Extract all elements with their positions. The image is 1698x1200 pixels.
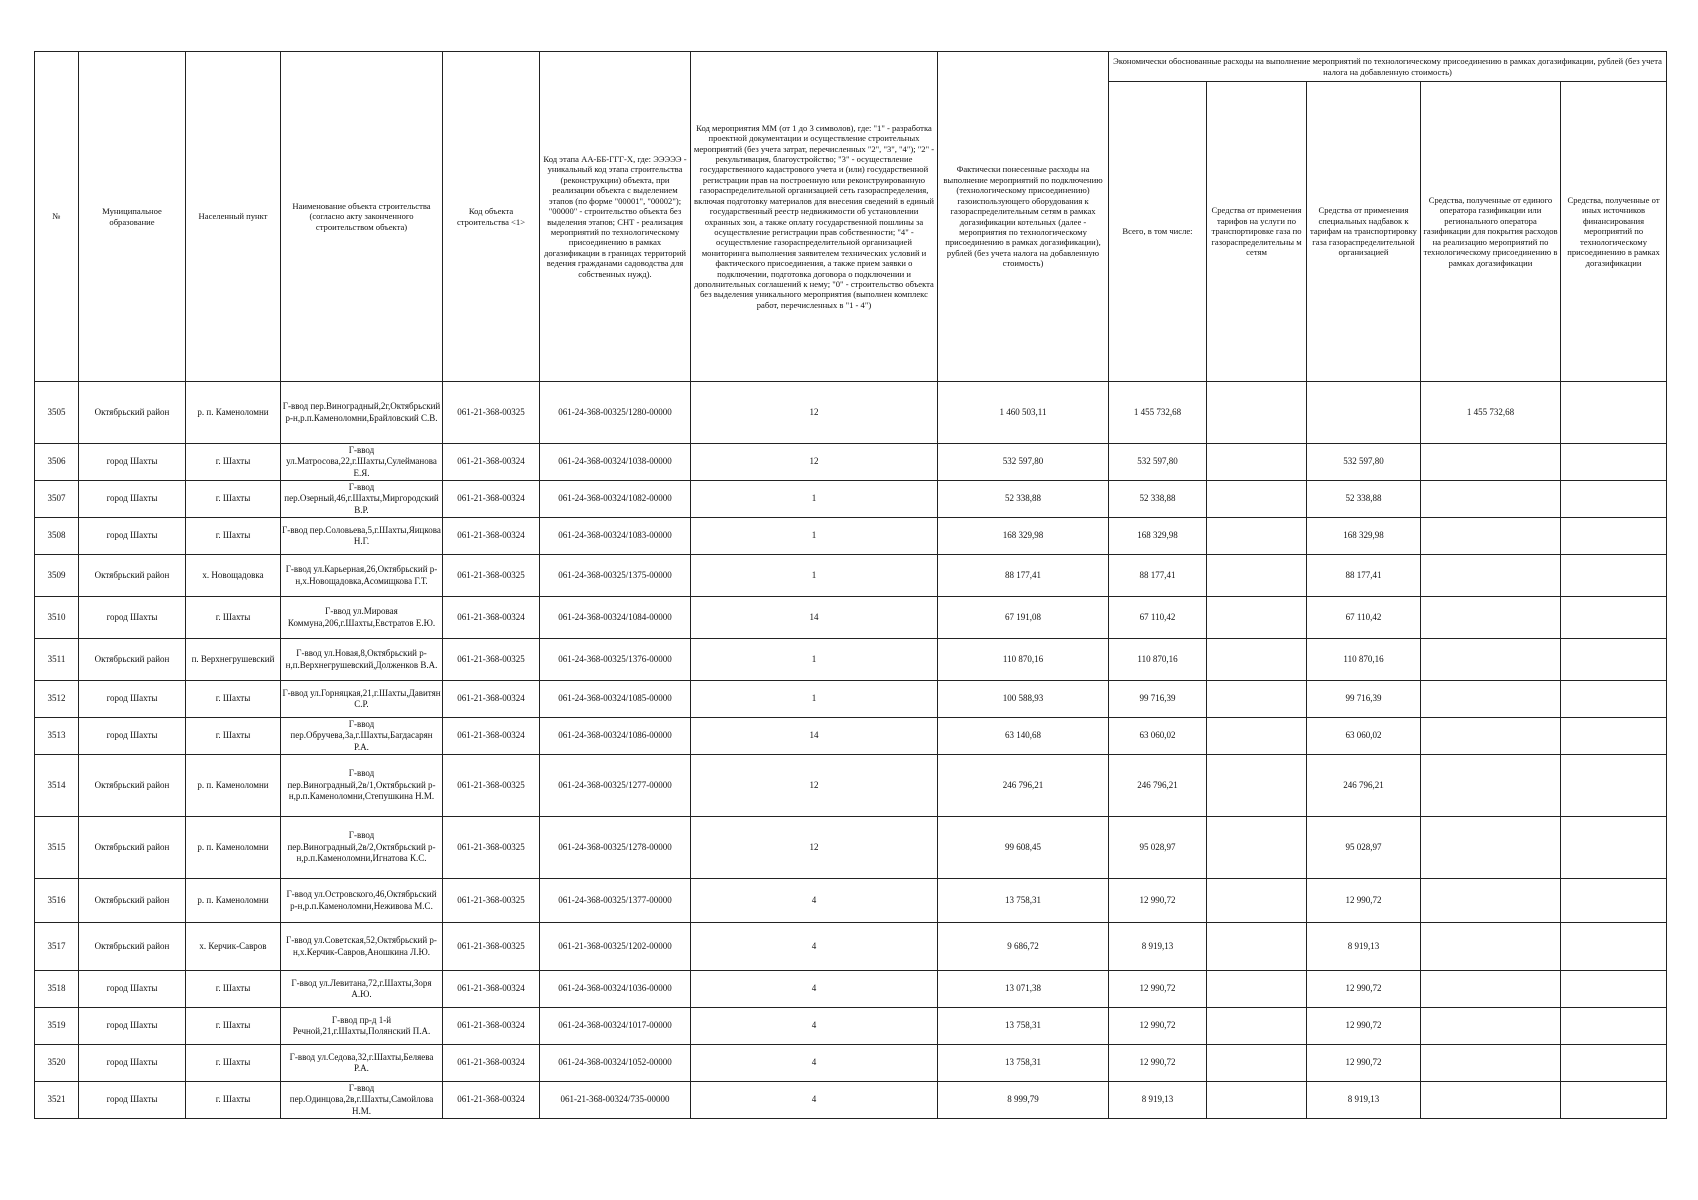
row-actual-costs: 63 140,68 [938, 718, 1109, 755]
row-number: 3513 [35, 718, 79, 755]
row-stage-code: 061-24-368-00324/1038-00000 [540, 444, 691, 481]
row-total: 95 028,97 [1109, 817, 1207, 879]
row-src-special: 532 597,80 [1307, 444, 1421, 481]
row-src-other [1561, 1045, 1667, 1082]
row-total: 8 919,13 [1109, 1082, 1207, 1119]
row-src-operator [1421, 1008, 1561, 1045]
row-actual-costs: 9 686,72 [938, 923, 1109, 971]
row-src-operator [1421, 555, 1561, 597]
row-municipality: город Шахты [79, 1008, 186, 1045]
row-src-special: 95 028,97 [1307, 817, 1421, 879]
row-actual-costs: 13 758,31 [938, 1045, 1109, 1082]
header-actual-costs: Фактически понесенные расходы на выполнение мероприятий по подключению (технологическому присоединению) газоиспользующего оборудования к газораспределительным сетям в рамках догазификации котельных (далее - мероприятия по технологическому присоединению в рамках догазификации), рублей (без учета налога на добавленную стоимость) [938, 52, 1109, 382]
row-object-name: Г-ввод ул.Горняцкая,21,г.Шахты,Давитян С.Р. [281, 681, 443, 718]
row-object-name: Г-ввод пр-д 1-й Речной,21,г.Шахты,Полянский П.А. [281, 1008, 443, 1045]
row-municipality: Октябрьский район [79, 817, 186, 879]
row-municipality: город Шахты [79, 718, 186, 755]
row-municipality: Октябрьский район [79, 555, 186, 597]
row-total: 88 177,41 [1109, 555, 1207, 597]
row-settlement: г. Шахты [186, 481, 281, 518]
row-src-special: 88 177,41 [1307, 555, 1421, 597]
table-row [35, 1045, 1667, 1082]
row-event-code: 4 [691, 971, 938, 1008]
row-object-code: 061-21-368-00325 [443, 382, 540, 444]
header-src-special: Средства от применения специальных надбавок к тарифам на транспортировку газа газораспределительной организацией [1307, 82, 1421, 382]
row-src-special [1307, 382, 1421, 444]
row-object-name: Г-ввод пер.Виноградный,2г,Октябрьский р-н,р.п.Каменоломни,Брайловский С.В. [281, 382, 443, 444]
row-src-operator [1421, 481, 1561, 518]
row-src-operator [1421, 755, 1561, 817]
header-municipality: Муниципальное образование [79, 52, 186, 382]
header-event-code: Код мероприятия ММ (от 1 до 3 символов), где: "1" - разработка проектной документации и осуществление строительных мероприятий (без учета затрат, перечисленных "2", "3", "4"); "2" - рекультивация, благоустройство; "3" - осуществление государственного кадастрового учета и (или) государственной регистрации прав на построенную или реконструированную газораспределительной организацией сеть газораспределения, включая подготовку материалов для внесения сведений в единый государственный реестр недвижимости об установлении охранных зон, а также оплату государственной пошлины за осуществление регистрации прав собственности; "4" - осуществление газораспределительной организацией мониторинга выполнения заявителем технических условий и фактического присоединения, а также прием заявки о подключении, подготовка договора о подключении и дополнительных соглашений к нему; "0" - строительство объекта без выделения уникального мероприятия (выполнен комплекс работ, перечисленных в "1 - 4") [691, 52, 938, 382]
row-src-operator [1421, 518, 1561, 555]
row-actual-costs: 88 177,41 [938, 555, 1109, 597]
row-settlement: г. Шахты [186, 1008, 281, 1045]
row-stage-code: 061-21-368-00325/1202-00000 [540, 923, 691, 971]
row-object-code: 061-21-368-00324 [443, 718, 540, 755]
row-object-name: Г-ввод ул.Левитана,72,г.Шахты,Зоря А.Ю. [281, 971, 443, 1008]
row-number: 3520 [35, 1045, 79, 1082]
row-object-code: 061-21-368-00325 [443, 817, 540, 879]
row-stage-code: 061-24-368-00324/1052-00000 [540, 1045, 691, 1082]
row-src-tariff [1207, 639, 1307, 681]
row-src-special: 246 796,21 [1307, 755, 1421, 817]
row-src-special: 12 990,72 [1307, 1008, 1421, 1045]
row-object-code: 061-21-368-00325 [443, 923, 540, 971]
row-object-name: Г-ввод ул.Советская,52,Октябрьский р-н,х.Керчик-Савров,Аношкина Л.Ю. [281, 923, 443, 971]
row-src-operator [1421, 718, 1561, 755]
row-municipality: город Шахты [79, 481, 186, 518]
row-object-code: 061-21-368-00324 [443, 481, 540, 518]
row-stage-code: 061-24-368-00324/1036-00000 [540, 971, 691, 1008]
row-municipality: Октябрьский район [79, 382, 186, 444]
row-municipality: город Шахты [79, 971, 186, 1008]
row-src-tariff [1207, 971, 1307, 1008]
row-src-special: 8 919,13 [1307, 923, 1421, 971]
row-stage-code: 061-24-368-00324/1084-00000 [540, 597, 691, 639]
row-object-name: Г-ввод пер.Обручева,3а,г.Шахты,Багдасарян Р.А. [281, 718, 443, 755]
row-object-name: Г-ввод пер.Виноградный,2в/1,Октябрьский р-н,р.п.Каменоломни,Степушкина Н.М. [281, 755, 443, 817]
row-src-other [1561, 518, 1667, 555]
row-settlement: г. Шахты [186, 444, 281, 481]
row-src-operator [1421, 681, 1561, 718]
row-actual-costs: 1 460 503,11 [938, 382, 1109, 444]
table-row [35, 444, 1667, 481]
row-src-operator [1421, 971, 1561, 1008]
table-row [35, 817, 1667, 879]
table-body [35, 382, 1667, 1119]
row-actual-costs: 13 758,31 [938, 1008, 1109, 1045]
table-row [35, 555, 1667, 597]
header-stage-code: Код этапа АА-ББ-ГГГ-Х, где: ЭЭЭЭЭ - уникальный код этапа строительства (реконструкции) объекта, при реализации объекта с выделением этапов (по форме "00001", "00002"); "00000" - строительство объекта без выделения этапов; СНТ - реализация мероприятий по технологическому присоединению в рамках догазификации в границах территорий ведения гражданами садоводства для собственных нужд). [540, 52, 691, 382]
row-src-tariff [1207, 681, 1307, 718]
row-stage-code: 061-24-368-00324/1082-00000 [540, 481, 691, 518]
row-object-code: 061-21-368-00325 [443, 755, 540, 817]
row-src-other [1561, 755, 1667, 817]
row-event-code: 12 [691, 755, 938, 817]
row-src-other [1561, 555, 1667, 597]
table-row [35, 481, 1667, 518]
table-row [35, 718, 1667, 755]
row-number: 3517 [35, 923, 79, 971]
row-event-code: 12 [691, 444, 938, 481]
row-number: 3508 [35, 518, 79, 555]
row-actual-costs: 8 999,79 [938, 1082, 1109, 1119]
row-total: 8 919,13 [1109, 923, 1207, 971]
row-src-tariff [1207, 1045, 1307, 1082]
row-number: 3505 [35, 382, 79, 444]
row-event-code: 4 [691, 1008, 938, 1045]
row-stage-code: 061-24-368-00324/1017-00000 [540, 1008, 691, 1045]
row-settlement: г. Шахты [186, 971, 281, 1008]
row-number: 3506 [35, 444, 79, 481]
row-settlement: р. п. Каменоломни [186, 382, 281, 444]
row-object-name: Г-ввод ул.Карьерная,26,Октябрьский р-н,х.Новощадовка,Асомищкова Г.Т. [281, 555, 443, 597]
row-object-code: 061-21-368-00325 [443, 879, 540, 923]
row-src-tariff [1207, 1008, 1307, 1045]
table-row [35, 879, 1667, 923]
row-event-code: 1 [691, 639, 938, 681]
row-src-tariff [1207, 382, 1307, 444]
row-src-operator [1421, 639, 1561, 681]
row-actual-costs: 13 071,38 [938, 971, 1109, 1008]
row-src-other [1561, 597, 1667, 639]
header-settlement: Населенный пункт [186, 52, 281, 382]
row-settlement: г. Шахты [186, 681, 281, 718]
row-src-operator [1421, 817, 1561, 879]
row-number: 3509 [35, 555, 79, 597]
row-src-special: 99 716,39 [1307, 681, 1421, 718]
row-src-special: 12 990,72 [1307, 879, 1421, 923]
row-object-name: Г-ввод ул.Новая,8,Октябрьский р-н,п.Верхнегрушевский,Долженков В.А. [281, 639, 443, 681]
row-settlement: г. Шахты [186, 718, 281, 755]
row-event-code: 4 [691, 1045, 938, 1082]
row-actual-costs: 13 758,31 [938, 879, 1109, 923]
header-object-name: Наименование объекта строительства (согласно акту законченного строительством объекта) [281, 52, 443, 382]
row-event-code: 4 [691, 923, 938, 971]
row-src-operator [1421, 597, 1561, 639]
row-event-code: 12 [691, 382, 938, 444]
row-src-tariff [1207, 481, 1307, 518]
row-event-code: 14 [691, 718, 938, 755]
header-src-operator: Средства, полученные от единого оператора газификации или регионального оператора газификации для покрытия расходов на реализацию мероприятий по технологическому присоединению в рамках догазификации [1421, 82, 1561, 382]
row-actual-costs: 246 796,21 [938, 755, 1109, 817]
table-row [35, 597, 1667, 639]
row-settlement: х. Новощадовка [186, 555, 281, 597]
row-object-code: 061-21-368-00324 [443, 444, 540, 481]
row-total: 12 990,72 [1109, 1045, 1207, 1082]
row-total: 12 990,72 [1109, 879, 1207, 923]
row-object-code: 061-21-368-00324 [443, 1082, 540, 1119]
row-actual-costs: 67 191,08 [938, 597, 1109, 639]
row-municipality: город Шахты [79, 518, 186, 555]
row-event-code: 12 [691, 817, 938, 879]
expenditure-table [34, 51, 1667, 1119]
row-src-other [1561, 817, 1667, 879]
row-settlement: п. Верхнегрушевский [186, 639, 281, 681]
row-municipality: Октябрьский район [79, 639, 186, 681]
table-header [35, 52, 1667, 382]
row-stage-code: 061-24-368-00325/1278-00000 [540, 817, 691, 879]
row-object-code: 061-21-368-00324 [443, 971, 540, 1008]
row-src-special: 168 329,98 [1307, 518, 1421, 555]
table-row [35, 382, 1667, 444]
row-src-tariff [1207, 1082, 1307, 1119]
row-total: 1 455 732,68 [1109, 382, 1207, 444]
row-settlement: х. Керчик-Савров [186, 923, 281, 971]
row-object-name: Г-ввод ул.Седова,32,г.Шахты,Беляева Р.А. [281, 1045, 443, 1082]
row-event-code: 14 [691, 597, 938, 639]
row-municipality: город Шахты [79, 444, 186, 481]
row-src-other [1561, 971, 1667, 1008]
row-object-name: Г-ввод ул.Матросова,22,г.Шахты,Сулейманова Е.Я. [281, 444, 443, 481]
row-stage-code: 061-21-368-00324/735-00000 [540, 1082, 691, 1119]
row-object-name: Г-ввод пер.Одинцова,2в,г.Шахты,Самойлова Н.М. [281, 1082, 443, 1119]
row-src-tariff [1207, 879, 1307, 923]
row-municipality: город Шахты [79, 1082, 186, 1119]
row-object-name: Г-ввод пер.Виноградный,2в/2,Октябрьский р-н,р.п.Каменоломни,Игнатова К.С. [281, 817, 443, 879]
row-object-code: 061-21-368-00324 [443, 1008, 540, 1045]
table-row [35, 971, 1667, 1008]
row-src-operator [1421, 923, 1561, 971]
table-row [35, 681, 1667, 718]
table-row [35, 1008, 1667, 1045]
row-actual-costs: 52 338,88 [938, 481, 1109, 518]
row-municipality: Октябрьский район [79, 879, 186, 923]
row-actual-costs: 100 588,93 [938, 681, 1109, 718]
row-src-special: 8 919,13 [1307, 1082, 1421, 1119]
row-src-other [1561, 923, 1667, 971]
row-event-code: 4 [691, 1082, 938, 1119]
row-number: 3510 [35, 597, 79, 639]
row-src-other [1561, 1008, 1667, 1045]
row-stage-code: 061-24-368-00325/1376-00000 [540, 639, 691, 681]
row-src-other [1561, 444, 1667, 481]
header-src-other: Средства, полученные от иных источников финансирования мероприятий по технологическому присоединению в рамках догазификации [1561, 82, 1667, 382]
row-src-tariff [1207, 597, 1307, 639]
row-src-other [1561, 382, 1667, 444]
row-object-code: 061-21-368-00324 [443, 597, 540, 639]
row-total: 168 329,98 [1109, 518, 1207, 555]
row-total: 246 796,21 [1109, 755, 1207, 817]
row-object-code: 061-21-368-00324 [443, 681, 540, 718]
row-number: 3511 [35, 639, 79, 681]
row-src-other [1561, 481, 1667, 518]
row-src-tariff [1207, 817, 1307, 879]
row-actual-costs: 168 329,98 [938, 518, 1109, 555]
row-settlement: г. Шахты [186, 1045, 281, 1082]
row-settlement: р. п. Каменоломни [186, 755, 281, 817]
row-event-code: 1 [691, 681, 938, 718]
header-src-tariff: Средства от применения тарифов на услуги по транспортировке газа по газораспределительны м сетям [1207, 82, 1307, 382]
row-src-tariff [1207, 555, 1307, 597]
row-src-special: 63 060,02 [1307, 718, 1421, 755]
row-src-special: 12 990,72 [1307, 1045, 1421, 1082]
row-municipality: Октябрьский район [79, 755, 186, 817]
row-number: 3515 [35, 817, 79, 879]
row-municipality: город Шахты [79, 597, 186, 639]
row-src-tariff [1207, 518, 1307, 555]
row-src-special: 110 870,16 [1307, 639, 1421, 681]
header-econ-group: Экономически обоснованные расходы на выполнение мероприятий по технологическому присоединению в рамках догазификации, рублей (без учета налога на добавленную стоимость) [1109, 52, 1667, 82]
table-row [35, 518, 1667, 555]
row-stage-code: 061-24-368-00325/1280-00000 [540, 382, 691, 444]
row-actual-costs: 99 608,45 [938, 817, 1109, 879]
row-src-other [1561, 718, 1667, 755]
row-src-tariff [1207, 755, 1307, 817]
row-number: 3521 [35, 1082, 79, 1119]
row-stage-code: 061-24-368-00324/1086-00000 [540, 718, 691, 755]
row-src-other [1561, 1082, 1667, 1119]
row-total: 63 060,02 [1109, 718, 1207, 755]
row-object-name: Г-ввод пер.Соловьева,5,г.Шахты,Яицкова Н.Г. [281, 518, 443, 555]
row-number: 3519 [35, 1008, 79, 1045]
row-src-special: 67 110,42 [1307, 597, 1421, 639]
table-row [35, 1082, 1667, 1119]
row-src-operator [1421, 1082, 1561, 1119]
row-settlement: г. Шахты [186, 597, 281, 639]
row-object-name: Г-ввод пер.Озерный,46,г.Шахты,Миргородский В.Р. [281, 481, 443, 518]
row-municipality: город Шахты [79, 681, 186, 718]
table-row [35, 923, 1667, 971]
row-object-code: 061-21-368-00325 [443, 639, 540, 681]
row-event-code: 1 [691, 518, 938, 555]
row-object-name: Г-ввод ул.Островского,46,Октябрьский р-н,р.п.Каменоломни,Неживова М.С. [281, 879, 443, 923]
row-number: 3512 [35, 681, 79, 718]
row-total: 67 110,42 [1109, 597, 1207, 639]
row-stage-code: 061-24-368-00325/1377-00000 [540, 879, 691, 923]
row-src-tariff [1207, 718, 1307, 755]
row-object-code: 061-21-368-00324 [443, 1045, 540, 1082]
row-src-tariff [1207, 444, 1307, 481]
row-total: 110 870,16 [1109, 639, 1207, 681]
row-src-operator: 1 455 732,68 [1421, 382, 1561, 444]
row-total: 532 597,80 [1109, 444, 1207, 481]
row-settlement: г. Шахты [186, 518, 281, 555]
row-total: 12 990,72 [1109, 971, 1207, 1008]
row-stage-code: 061-24-368-00325/1277-00000 [540, 755, 691, 817]
row-object-name: Г-ввод ул.Мировая Коммуна,206,г.Шахты,Евстратов Е.Ю. [281, 597, 443, 639]
row-stage-code: 061-24-368-00324/1083-00000 [540, 518, 691, 555]
row-src-tariff [1207, 923, 1307, 971]
row-src-special: 52 338,88 [1307, 481, 1421, 518]
row-number: 3518 [35, 971, 79, 1008]
header-total: Всего, в том числе: [1109, 82, 1207, 382]
row-total: 99 716,39 [1109, 681, 1207, 718]
row-number: 3516 [35, 879, 79, 923]
row-stage-code: 061-24-368-00324/1085-00000 [540, 681, 691, 718]
row-src-other [1561, 879, 1667, 923]
row-total: 52 338,88 [1109, 481, 1207, 518]
row-src-other [1561, 681, 1667, 718]
row-settlement: р. п. Каменоломни [186, 817, 281, 879]
row-number: 3514 [35, 755, 79, 817]
row-src-operator [1421, 444, 1561, 481]
row-src-operator [1421, 1045, 1561, 1082]
header-no: № [35, 52, 79, 382]
row-event-code: 4 [691, 879, 938, 923]
row-settlement: г. Шахты [186, 1082, 281, 1119]
row-number: 3507 [35, 481, 79, 518]
row-municipality: город Шахты [79, 1045, 186, 1082]
table-row [35, 639, 1667, 681]
row-src-operator [1421, 879, 1561, 923]
row-total: 12 990,72 [1109, 1008, 1207, 1045]
row-src-other [1561, 639, 1667, 681]
row-settlement: р. п. Каменоломни [186, 879, 281, 923]
row-stage-code: 061-24-368-00325/1375-00000 [540, 555, 691, 597]
row-event-code: 1 [691, 481, 938, 518]
row-municipality: Октябрьский район [79, 923, 186, 971]
row-event-code: 1 [691, 555, 938, 597]
table-row [35, 755, 1667, 817]
row-actual-costs: 110 870,16 [938, 639, 1109, 681]
header-object-code: Код объекта строительства <1> [443, 52, 540, 382]
row-src-special: 12 990,72 [1307, 971, 1421, 1008]
row-object-code: 061-21-368-00324 [443, 518, 540, 555]
row-actual-costs: 532 597,80 [938, 444, 1109, 481]
row-object-code: 061-21-368-00325 [443, 555, 540, 597]
